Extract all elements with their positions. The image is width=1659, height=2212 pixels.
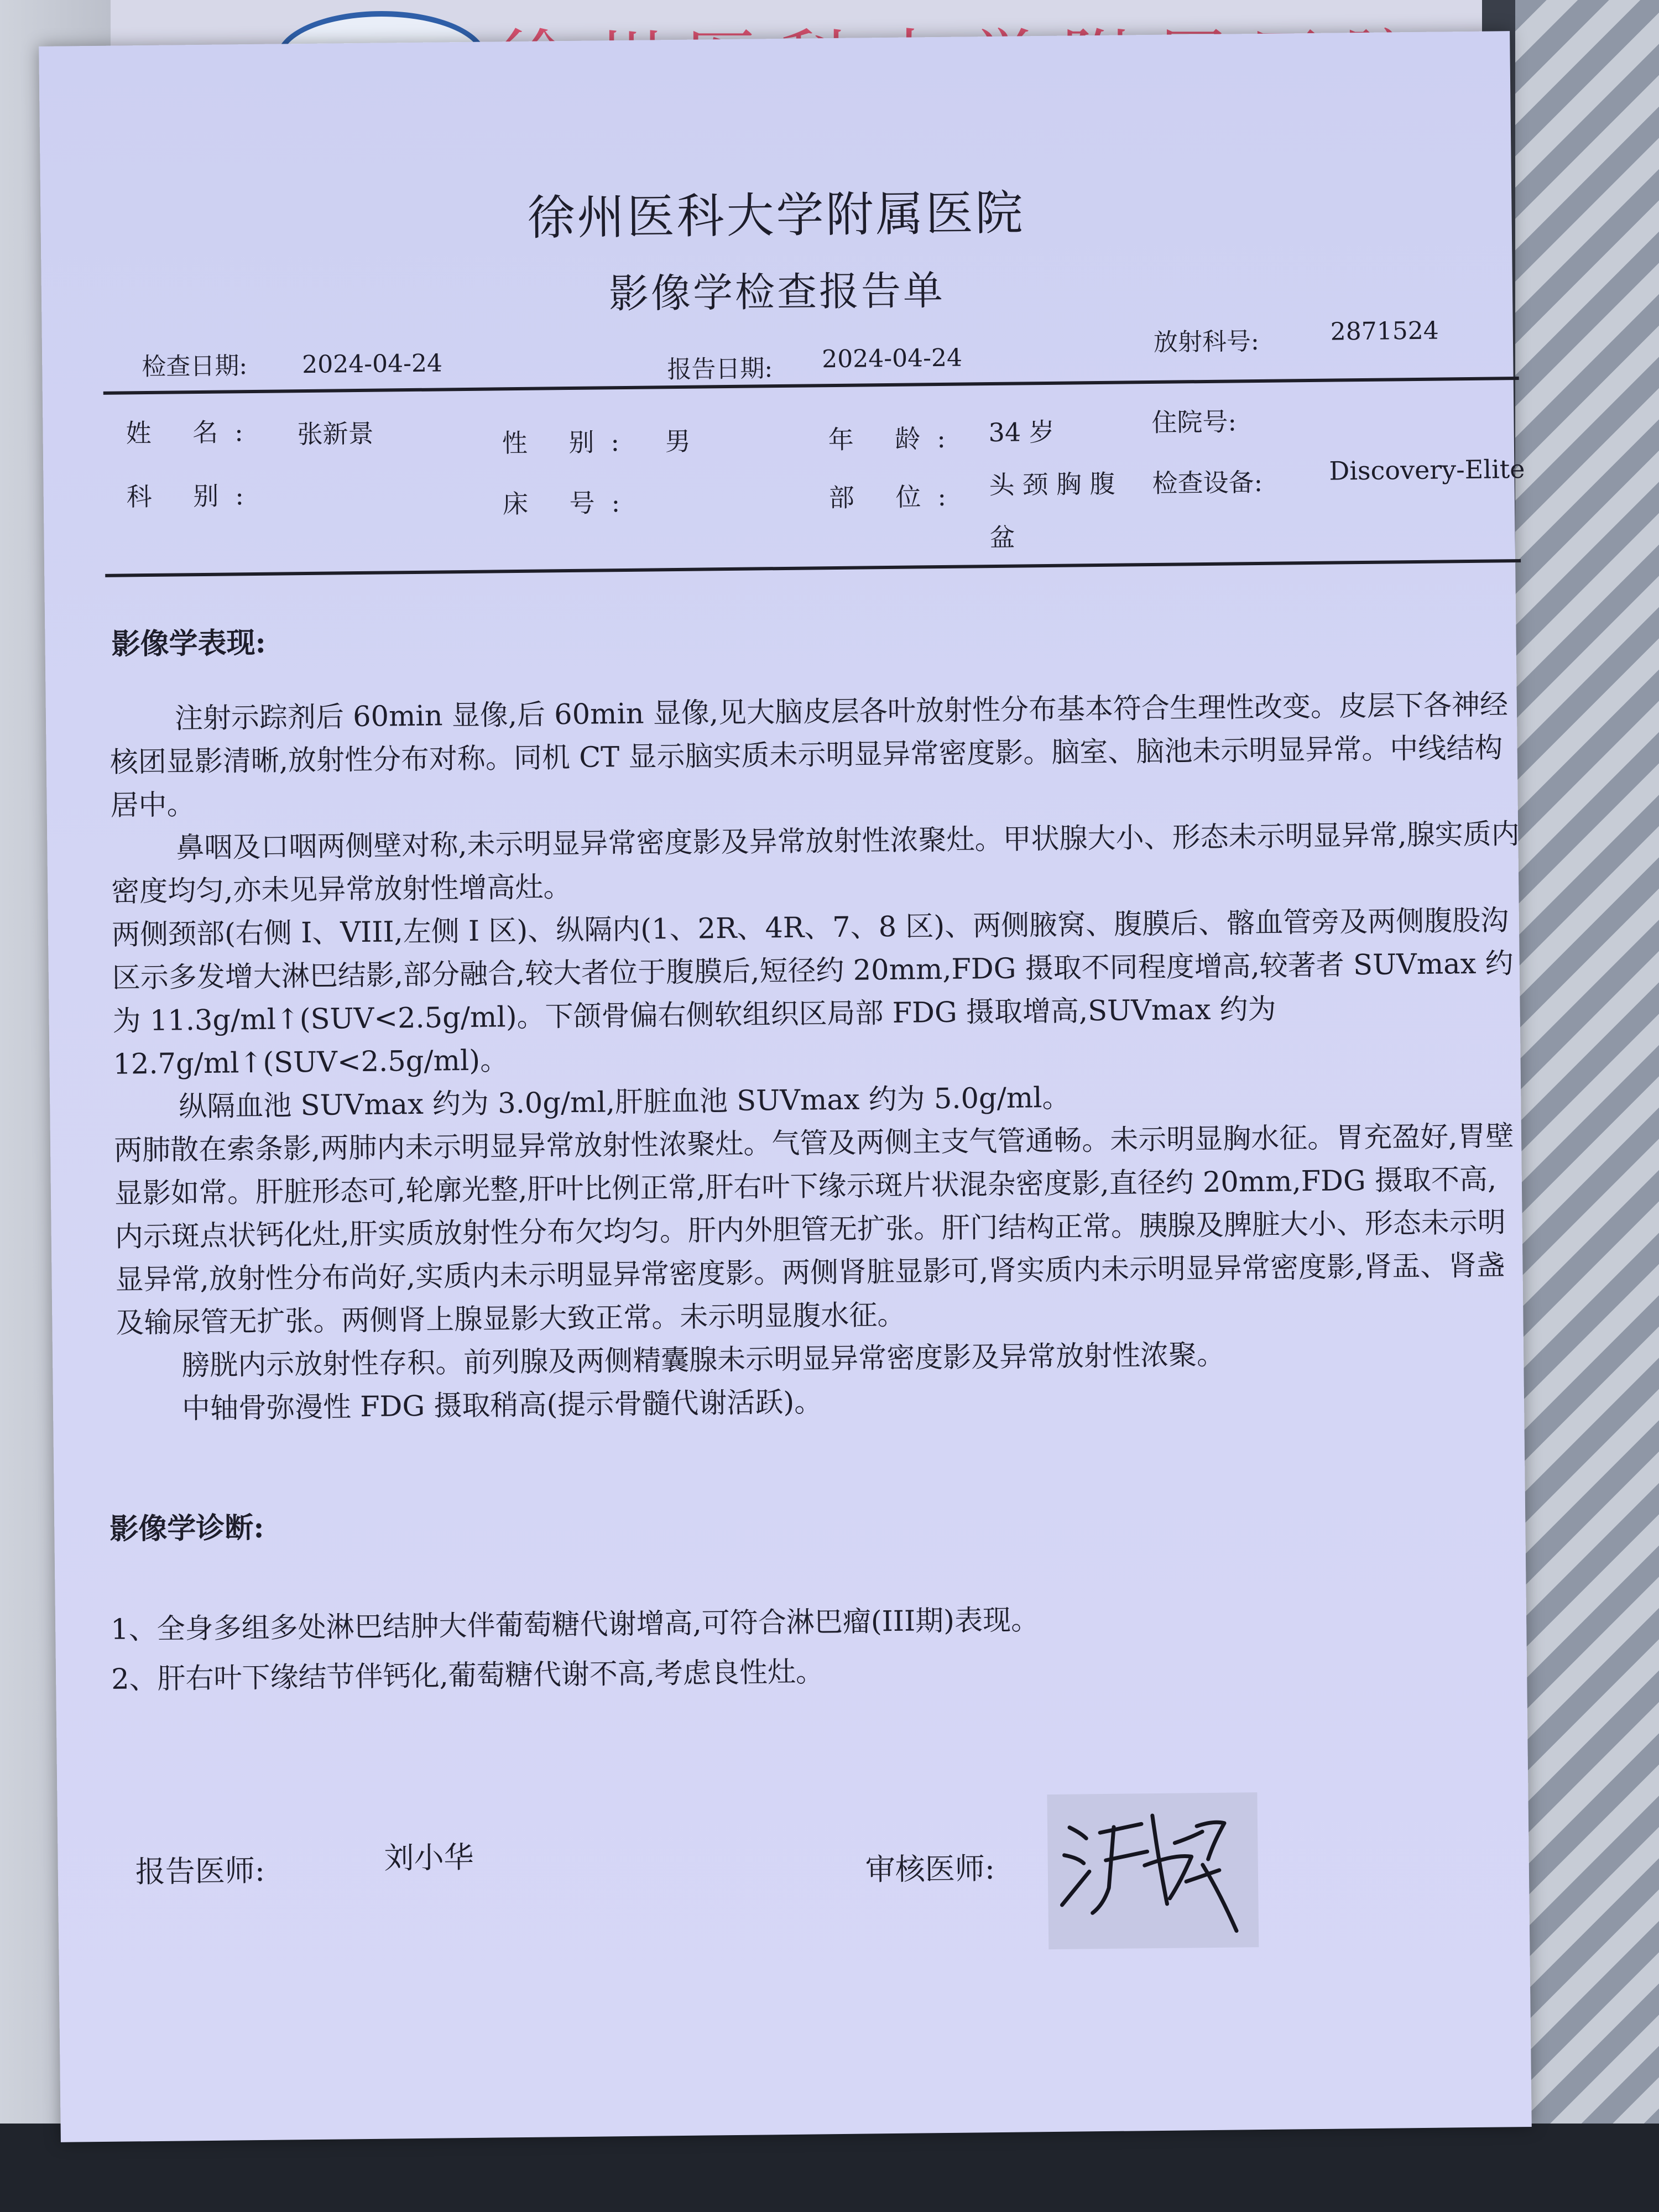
finding-paragraph: 两肺散在索条影,两肺内未示明显异常放射性浓聚灶。气管及两侧主支气管通畅。未示明显胸水征。胃充盈好,胃壁显影如常。肝脏形态可,轮廓光整,肝叶比例正常,肝右叶下缘示斑片状混杂密度影,直径约 20mm,FDG 摄取不高,内示斑点状钙化灶,肝实质放射性分布欠均匀。肝内外胆管无扩张。肝门结构正常。胰腺及脾脏大小、形态未示明显异常,放射性分布尚好,实质内未示明显异常密度影。两侧肾脏显影可,肾实质内未示明显异常密度影,肾盂、肾盏及输尿管无扩张。两侧肾上腺显影大致正常。未示明显腹水征。 <box>113 1120 1514 1340</box>
sex-label: 性 别: <box>502 426 637 458</box>
finding-paragraph: 膀胱内示放射性存积。前列腺及两侧精囊腺未示明显异常密度影及异常放射性浓聚。 <box>181 1338 1225 1383</box>
report-date-label: 报告日期: <box>667 354 773 384</box>
header-rule <box>103 377 1519 395</box>
reviewer-label: 审核医师: <box>865 1851 995 1887</box>
patient-sex: 男 <box>665 426 691 457</box>
report-date: 2024-04-24 <box>821 343 963 374</box>
exam-site-cont: 盆 <box>989 522 1015 553</box>
diagnosis-heading: 影像学诊断: <box>109 1510 264 1546</box>
report-sheet <box>39 31 1532 2142</box>
diagnosis-item: 1、全身多组多处淋巴结肿大伴葡萄糖代谢增高,可符合淋巴瘤(III期)表现。 <box>110 1604 1040 1646</box>
findings-body <box>109 684 1527 1432</box>
finding-paragraph: 鼻咽及口咽两侧壁对称,未示明显异常密度影及异常放射性浓聚灶。甲状腺大小、形态未示明显异常,腺实质内密度均匀,亦未见异常放射性增高灶。 <box>111 818 1520 909</box>
bed-label: 床 号: <box>502 487 637 519</box>
finding-paragraph: 纵隔血池 SUVmax 约为 3.0g/ml,肝脏血池 SUVmax 约为 5.0g/ml。 <box>179 1081 1071 1124</box>
report-title: 影像学检查报告单 <box>608 267 946 317</box>
patient-name: 张新景 <box>297 418 374 450</box>
finding-paragraph: 中轴骨弥漫性 FDG 摄取稍高(提示骨髓代谢活跃)。 <box>181 1386 823 1426</box>
handwritten-signature-icon <box>1047 1792 1259 1949</box>
dept-label: 科 别: <box>126 480 261 512</box>
background-right <box>1515 0 1659 2212</box>
device-label: 检查设备: <box>1152 467 1263 498</box>
reporter-label: 报告医师: <box>135 1853 265 1890</box>
site-label: 部 位: <box>828 481 963 513</box>
hospital-title: 徐州医科大学附属医院 <box>527 185 1026 246</box>
radiology-no: 2871524 <box>1330 316 1439 346</box>
finding-paragraph: 两侧颈部(右侧 I、VIII,左侧 I 区)、纵隔内(1、2R、4R、7、8 区)、两侧腋窝、腹膜后、髂血管旁及两侧腹股沟区示多发增大淋巴结影,部分融合,较大者位于腹膜后,短径约 20mm,FDG 摄取不同程度增高,较著者 SUVmax 约为 11.3g/ml↑(SUV<2.5g/ml)。下颌骨偏右侧软组织区局部 FDG 摄取增高,SUVmax 约为 12.7g/ml↑(SUV<2.5g/ml)。 <box>111 904 1514 1081</box>
radiology-no-label: 放射科号: <box>1153 327 1260 357</box>
patient-rule <box>105 559 1521 577</box>
inpatient-label: 住院号: <box>1151 406 1237 437</box>
name-label: 姓 名: <box>126 416 260 448</box>
patient-age: 34 岁 <box>988 416 1055 448</box>
exam-device: Discovery-Elite <box>1329 453 1525 486</box>
diagnosis-list <box>111 1590 1522 1705</box>
exam-date: 2024-04-24 <box>302 349 443 379</box>
findings-heading: 影像学表现: <box>111 625 267 661</box>
reporter-name: 刘小华 <box>384 1839 474 1876</box>
diagnosis-item: 2、肝右叶下缘结节伴钙化,葡萄糖代谢不高,考虑良性灶。 <box>111 1656 825 1696</box>
age-label: 年 龄: <box>828 423 963 455</box>
exam-site: 头 颈 胸 腹 <box>989 468 1115 500</box>
finding-paragraph: 注射示踪剂后 60min 显像,后 60min 显像,见大脑皮层各叶放射性分布基本符合生理性改变。皮层下各神经核团显影清晰,放射性分布对称。同机 CT 显示脑实质未示明显异常密度影。脑室、脑池未示明显异常。中线结构居中。 <box>109 688 1509 822</box>
exam-date-label: 检查日期: <box>142 352 248 382</box>
reviewer-signature <box>1047 1792 1259 1949</box>
